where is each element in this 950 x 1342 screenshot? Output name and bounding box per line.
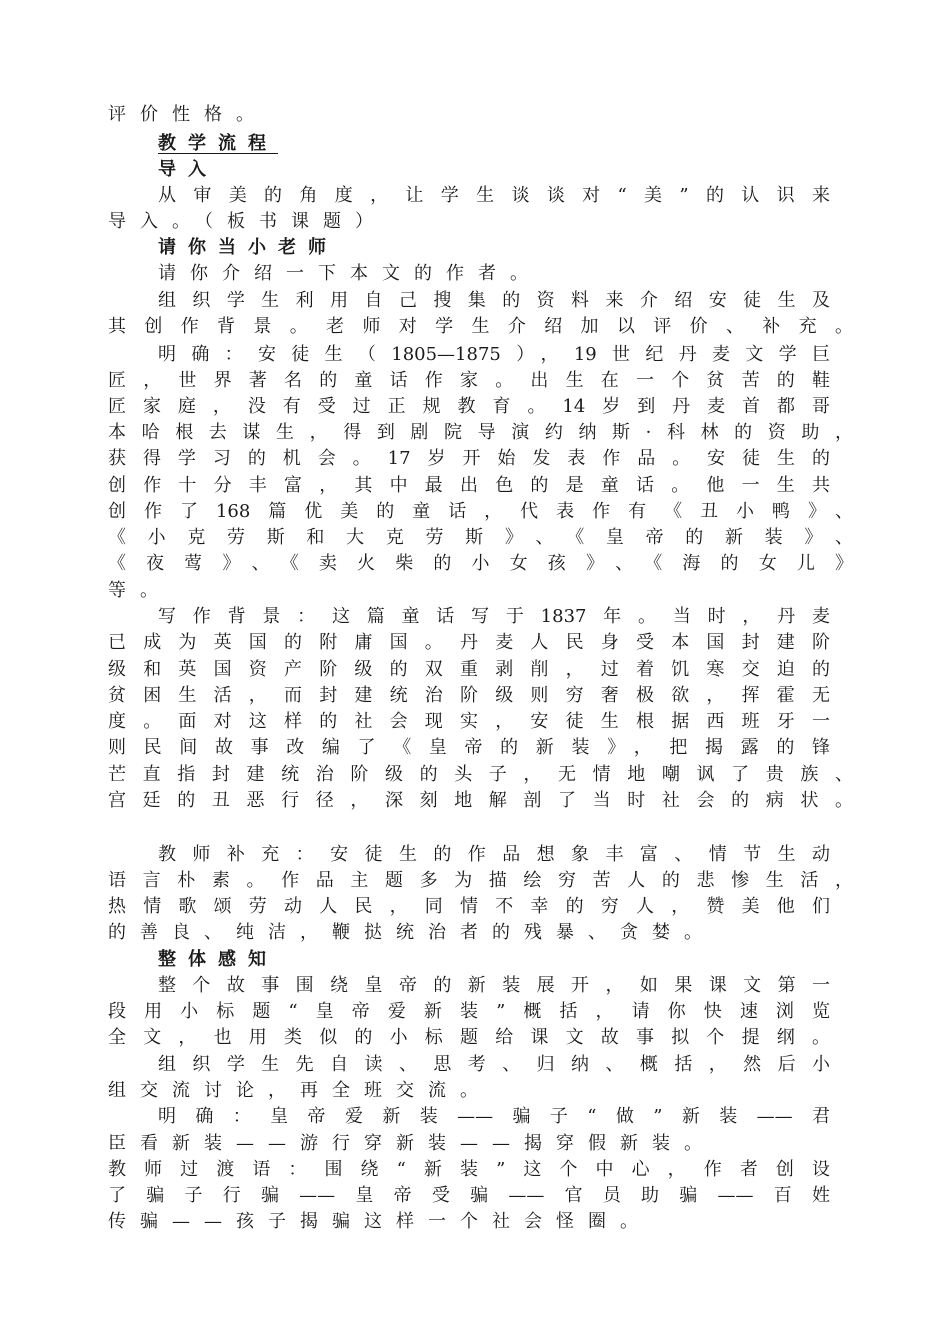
text-line: 等。 — [108, 580, 172, 601]
text-line: 写作背景：这篇童话写于1837年。当时，丹麦 — [158, 606, 830, 627]
text-line: 匠家庭，没有受过正规教育。14岁到丹麦首都哥 — [108, 396, 830, 417]
section-heading-intro: 导入 — [158, 159, 218, 180]
text-line: 臣看新装——游行穿新装——揭穿假新装。 — [108, 1133, 716, 1154]
text-line: 创作了168篇优美的童话，代表作有《丑小鸭》、 — [108, 501, 853, 522]
text-line: 明确：皇帝爱新装——骗子“做”新装——君 — [158, 1106, 830, 1127]
text-line: 导入。（板书课题） — [108, 211, 387, 232]
text-line: 热情歌颂劳动人民，同情不幸的穷人，赞美他们 — [108, 896, 830, 917]
text-line: 级和英国资产阶级的双重剥削，过着饥寒交迫的 — [108, 659, 830, 680]
text-line: 请你介绍一下本文的作者。 — [158, 263, 542, 284]
text-line: 传骗——孩子揭骗这样一个社会怪圈。 — [108, 1211, 652, 1232]
text-line: 组交流讨论，再全班交流。 — [108, 1080, 492, 1101]
text-line: 的善良、纯洁，鞭挞统治者的残暴、贪婪。 — [108, 922, 716, 943]
text-line: 宫廷的丑恶行径，深刻地解剖了当时社会的病状。 — [108, 790, 853, 811]
section-heading-teaching-process: 教学流程 — [158, 133, 278, 154]
text-line: 全文，也用类似的小标题给课文故事拟个提纲。 — [108, 1027, 830, 1048]
text-line: 贫困生活，而封建统治阶级则穷奢极欲，挥霍无 — [108, 685, 830, 706]
text-line: 评价性格。 — [108, 104, 268, 125]
text-line: 其创作背景。老师对学生介绍加以评价、补充。 — [108, 316, 853, 337]
text-line: 了骗子行骗——皇帝受骗——官员助骗——百姓 — [108, 1185, 830, 1206]
text-line: 从审美的角度，让学生谈谈对“美”的认识来 — [158, 185, 830, 206]
text-line: 段用小标题“皇帝爱新装”概括，请你快速浏览 — [108, 1001, 830, 1022]
section-heading-overall-perception: 整体感知 — [158, 949, 278, 970]
text-line: 《夜莺》、《卖火柴的小女孩》、《海的女儿》 — [108, 553, 853, 574]
section-heading-little-teacher: 请你当小老师 — [158, 237, 338, 258]
text-line: 已成为英国的附庸国。丹麦人民身受本国封建阶 — [108, 632, 830, 653]
text-line: 明确：安徒生（1805—1875），19世纪丹麦文学巨 — [158, 344, 830, 365]
text-line: 匠，世界著名的童话作家。出生在一个贫苦的鞋 — [108, 370, 830, 391]
text-line: 则民间故事改编了《皇帝的新装》，把揭露的锋 — [108, 737, 830, 758]
text-line: 组织学生利用自己搜集的资料来介绍安徒生及 — [158, 290, 830, 311]
text-line: 语言朴素。作品主题多为描绘穷苦人的悲惨生活， — [108, 870, 853, 891]
text-line: 组织学生先自读、思考、归纳、概括，然后小 — [158, 1054, 830, 1075]
text-line: 《小克劳斯和大克劳斯》、《皇帝的新装》、 — [108, 527, 853, 548]
text-line: 整个故事围绕皇帝的新装展开，如果课文第一 — [158, 975, 830, 996]
text-line: 教师过渡语：围绕“新装”这个中心，作者创设 — [108, 1159, 830, 1180]
text-line: 度。面对这样的社会现实，安徒生根据西班牙一 — [108, 711, 830, 732]
text-line: 获得学习的机会。17岁开始发表作品。安徒生的 — [108, 448, 830, 469]
text-line: 芒直指封建统治阶级的头子，无情地嘲讽了贵族、 — [108, 764, 853, 785]
text-line: 本哈根去谋生，得到剧院导演约纳斯·科林的资助， — [108, 422, 853, 443]
text-line: 教师补充：安徒生的作品想象丰富、情节生动 — [158, 844, 830, 865]
text-line: 创作十分丰富，其中最出色的是童话。他一生共 — [108, 475, 830, 496]
